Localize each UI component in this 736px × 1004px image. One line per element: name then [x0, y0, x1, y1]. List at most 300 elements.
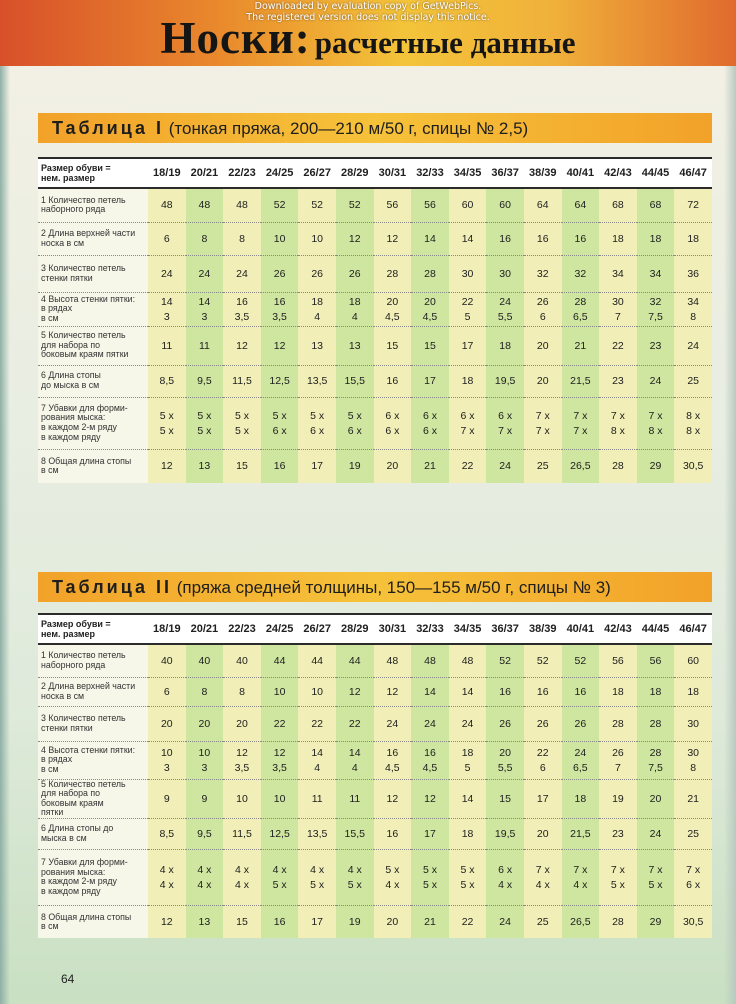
cell-value: 24	[236, 267, 248, 280]
cell-value: 18	[612, 685, 624, 698]
table-cell	[486, 706, 524, 741]
table-cell	[261, 706, 299, 741]
table-cell	[223, 255, 261, 292]
table-cell	[148, 818, 186, 849]
table-cell	[261, 188, 299, 222]
table-cell	[524, 255, 562, 292]
cell-value: 24	[424, 717, 436, 730]
row-label-line: 2 Длина верхней части	[41, 680, 136, 691]
cell-value: 6	[163, 232, 170, 245]
cell-value: 12	[348, 685, 361, 698]
table-cell	[674, 905, 712, 938]
table-cell	[374, 188, 412, 222]
cell-value: 24	[499, 916, 511, 929]
size-column-header: 38/39	[524, 614, 562, 644]
table-cell	[562, 255, 600, 292]
table-cell	[599, 677, 637, 706]
cell-value: 34	[687, 295, 699, 308]
cell-value: 34	[649, 267, 662, 280]
cell-value: 28	[424, 267, 436, 280]
cell-value: 13	[348, 339, 361, 352]
table-cell	[186, 706, 224, 741]
table-cell	[223, 741, 261, 779]
table-header-row	[38, 614, 712, 644]
table-cell	[486, 818, 524, 849]
table-cell	[223, 397, 261, 449]
table-cell	[449, 188, 487, 222]
size-column-header: 18/19	[148, 158, 186, 188]
row-label	[38, 706, 148, 741]
table-row	[38, 222, 712, 255]
cell-value: 23	[612, 827, 624, 840]
table-cell	[298, 644, 336, 677]
row-label-line: 1 Количество петель	[41, 650, 126, 661]
cell-value: 8	[201, 685, 208, 698]
cell-value: 16	[536, 685, 549, 698]
cell-value: 5 x	[159, 424, 174, 437]
watermark-line-1: Downloaded by evaluation copy of GetWebPics.	[254, 1, 482, 12]
cell-value: 52	[499, 654, 511, 667]
cell-value: 21	[687, 792, 699, 805]
cell-value: 11	[311, 792, 323, 805]
cell-value: 48	[424, 654, 436, 667]
table-cell	[223, 449, 261, 483]
row-label-line: 6 Длина стопы	[41, 370, 101, 381]
table-cell	[261, 741, 299, 779]
row-label-line: рования мыска:	[41, 866, 106, 877]
cell-value: 22	[461, 916, 474, 929]
cell-value: 6	[163, 685, 170, 698]
cell-value: 20	[536, 339, 549, 352]
cell-value: 6 x	[347, 424, 362, 437]
table-cell	[298, 222, 336, 255]
cell-value: 26	[612, 746, 624, 759]
table-cell	[148, 449, 186, 483]
table-cell	[148, 706, 186, 741]
table-cell	[524, 222, 562, 255]
row-label	[38, 397, 148, 449]
table-cell	[562, 222, 600, 255]
cell-value: 7 x	[535, 863, 550, 876]
cell-value: 5 x	[610, 878, 625, 891]
table-cell	[374, 706, 412, 741]
cell-value: 4 x	[573, 878, 588, 891]
cell-value: 26,5	[570, 460, 591, 473]
cell-value: 8,5	[159, 375, 175, 387]
table-cell	[261, 818, 299, 849]
table-cell	[449, 292, 487, 326]
cell-value: 30	[499, 267, 511, 280]
cell-value: 28	[612, 717, 624, 730]
table-cell	[674, 849, 712, 905]
cell-value: 52	[311, 199, 324, 212]
cell-value: 30	[612, 295, 624, 308]
table-cell	[298, 292, 336, 326]
row-label-line: в каждом 2-м ряду	[41, 876, 117, 887]
table-2	[38, 613, 712, 938]
cell-value: 5,5	[497, 310, 513, 323]
table-cell	[449, 677, 487, 706]
table-cell	[223, 905, 261, 938]
table-cell	[223, 706, 261, 741]
cell-value: 3,5	[272, 310, 287, 323]
size-column-header: 36/37	[486, 158, 524, 188]
table-cell	[148, 326, 186, 365]
table-cell	[186, 644, 224, 677]
table-cell	[674, 397, 712, 449]
cell-value: 10	[311, 232, 324, 245]
size-column-header: 40/41	[562, 614, 600, 644]
cell-value: 15	[424, 339, 436, 352]
table-cell	[637, 706, 675, 741]
table-row	[38, 644, 712, 677]
table-cell	[336, 644, 374, 677]
cell-value: 9,5	[197, 375, 212, 387]
table-cell	[449, 644, 487, 677]
table-cell	[637, 397, 675, 449]
cell-value: 8	[239, 232, 245, 245]
row-label-line: пятки	[41, 807, 64, 818]
row-label-line: рования мыска:	[41, 412, 106, 423]
row-label-line: мыска в см	[41, 832, 87, 843]
table-cell	[374, 397, 412, 449]
page-title-main: Носки:	[160, 13, 311, 63]
table-cell	[599, 397, 637, 449]
cell-value: 10	[273, 685, 286, 698]
table-cell	[186, 222, 224, 255]
cell-value: 14	[160, 295, 173, 308]
table-cell	[449, 741, 487, 779]
table-cell	[674, 644, 712, 677]
cell-value: 20	[386, 295, 399, 308]
cell-value: 11,5	[232, 375, 252, 387]
cell-value: 7 x	[686, 863, 701, 876]
cell-value: 9	[201, 792, 208, 805]
cell-value: 10	[160, 746, 173, 759]
table-cell	[223, 188, 261, 222]
table-cell	[298, 677, 336, 706]
row-label-line: 1 Количество петель	[41, 194, 126, 205]
table-cell	[298, 188, 336, 222]
cell-value: 16	[273, 295, 286, 308]
cell-value: 24	[649, 827, 662, 840]
cell-value: 6 x	[422, 424, 437, 437]
table-cell	[298, 849, 336, 905]
table-cell	[148, 741, 186, 779]
table-cell	[261, 292, 299, 326]
size-column-header: 32/33	[411, 158, 449, 188]
table-cell	[599, 644, 637, 677]
cell-value: 21,5	[570, 375, 591, 387]
cell-value: 4 x	[347, 863, 362, 876]
cell-value: 19	[612, 792, 624, 805]
table-cell	[148, 188, 186, 222]
table-cell	[486, 741, 524, 779]
cell-value: 16	[499, 232, 511, 245]
cell-value: 16	[273, 460, 286, 473]
table-cell	[524, 397, 562, 449]
cell-value: 25	[687, 375, 699, 387]
cell-value: 56	[649, 654, 662, 667]
row-label	[38, 741, 148, 779]
cell-value: 22	[461, 295, 474, 308]
table-cell	[223, 677, 261, 706]
table-cell	[411, 779, 449, 818]
table-cell	[223, 326, 261, 365]
table-cell	[148, 644, 186, 677]
table-cell	[599, 741, 637, 779]
table-cell	[637, 779, 675, 818]
row-label-line: носка в см	[41, 237, 85, 248]
row-label-line: 2 Длина верхней части	[41, 227, 136, 238]
table-cell	[374, 779, 412, 818]
table-cell	[186, 449, 224, 483]
table-cell	[449, 222, 487, 255]
cell-value: 8	[201, 232, 208, 245]
table-row	[38, 397, 712, 449]
cell-value: 16	[574, 232, 587, 245]
cell-value: 5 x	[234, 424, 249, 437]
size-column-header: 30/31	[374, 158, 412, 188]
table-cell	[261, 222, 299, 255]
table-cell	[674, 741, 712, 779]
table-cell	[374, 449, 412, 483]
cell-value: 52	[536, 654, 549, 667]
table-cell	[637, 292, 675, 326]
table-cell	[223, 818, 261, 849]
cell-value: 56	[386, 199, 399, 212]
cell-value: 40	[160, 654, 173, 667]
cell-value: 5 x	[460, 863, 475, 876]
cell-value: 15	[386, 339, 399, 352]
cell-value: 4 x	[272, 863, 287, 876]
cell-value: 8,5	[159, 827, 175, 840]
cell-value: 4 x	[234, 863, 249, 876]
cell-value: 26	[574, 717, 587, 730]
size-column-header: 36/37	[486, 614, 524, 644]
table-cell	[148, 255, 186, 292]
table-cell	[336, 779, 374, 818]
cell-value: 44	[348, 654, 361, 667]
cell-value: 26,5	[570, 916, 591, 929]
header-banner	[0, 0, 736, 66]
table-cell	[674, 188, 712, 222]
cell-value: 17	[536, 792, 549, 805]
row-label-line: в рядах	[41, 754, 73, 765]
cell-value: 48	[236, 199, 248, 212]
table-cell	[524, 188, 562, 222]
cell-value: 26	[311, 267, 324, 280]
table-cell	[562, 849, 600, 905]
table-cell	[261, 779, 299, 818]
table-cell	[298, 326, 336, 365]
cell-value: 19	[348, 460, 361, 473]
table-cell	[637, 849, 675, 905]
row-label-line: стенки пятки	[41, 722, 93, 733]
cell-value: 30	[687, 746, 699, 759]
cell-value: 20	[386, 460, 399, 473]
cell-value: 12	[386, 685, 399, 698]
table-cell	[411, 292, 449, 326]
table-cell	[599, 326, 637, 365]
row-label	[38, 849, 148, 905]
cell-value: 6,5	[573, 761, 588, 774]
table-cell	[486, 292, 524, 326]
table-cell	[411, 905, 449, 938]
cell-value: 11	[349, 792, 361, 805]
table-cell	[186, 779, 224, 818]
cell-value: 15,5	[344, 375, 365, 387]
table-cell	[298, 449, 336, 483]
table-cell	[524, 365, 562, 397]
cell-value: 48	[160, 199, 173, 212]
size-column-header: 24/25	[261, 614, 299, 644]
cell-value: 5 x	[159, 409, 174, 422]
cell-value: 28	[386, 267, 399, 280]
page-edge-shadow	[724, 0, 736, 1004]
table-cell	[336, 365, 374, 397]
table-cell	[524, 741, 562, 779]
table-cell	[261, 849, 299, 905]
table-cell	[374, 326, 412, 365]
table-cell	[599, 849, 637, 905]
cell-value: 12	[386, 792, 399, 805]
cell-value: 30,5	[682, 916, 704, 929]
page-title	[0, 12, 736, 64]
row-label-line: 3 Количество петель	[41, 262, 126, 273]
cell-value: 6	[539, 761, 546, 774]
cell-value: 19,5	[494, 375, 516, 387]
row-label	[38, 905, 148, 938]
cell-value: 4,5	[422, 310, 438, 323]
cell-value: 16	[386, 375, 399, 387]
cell-value: 4 x	[197, 863, 212, 876]
cell-value: 12,5	[269, 827, 290, 840]
cell-value: 34	[612, 267, 624, 280]
table-cell	[411, 677, 449, 706]
table-cell	[261, 449, 299, 483]
cell-value: 44	[311, 654, 324, 667]
size-column-header: 26/27	[298, 158, 336, 188]
cell-value: 3	[163, 310, 170, 323]
cell-value: 26	[536, 717, 549, 730]
cell-value: 48	[386, 654, 399, 667]
cell-value: 4	[351, 761, 358, 774]
size-column-header: 34/35	[449, 158, 487, 188]
cell-value: 6 x	[498, 863, 513, 876]
cell-value: 68	[649, 199, 662, 212]
size-column-header: 30/31	[374, 614, 412, 644]
cell-value: 18	[612, 232, 624, 245]
cell-value: 8	[690, 310, 697, 323]
table-cell	[562, 706, 600, 741]
cell-value: 24	[499, 460, 511, 473]
cell-value: 18	[649, 685, 662, 698]
table-cell	[298, 397, 336, 449]
table-cell	[637, 644, 675, 677]
table-cell	[148, 397, 186, 449]
table-cell	[449, 779, 487, 818]
cell-value: 13	[311, 339, 324, 352]
size-column-header: 24/25	[261, 158, 299, 188]
cell-value: 60	[687, 654, 699, 667]
size-header-label	[38, 158, 148, 188]
row-label	[38, 222, 148, 255]
table-1	[38, 157, 712, 483]
cell-value: 4 x	[234, 878, 249, 891]
cell-value: 10	[273, 232, 286, 245]
table-cell	[374, 222, 412, 255]
table-cell	[486, 779, 524, 818]
table-cell	[674, 449, 712, 483]
table-row	[38, 188, 712, 222]
table-cell	[599, 292, 637, 326]
cell-value: 16	[386, 827, 399, 840]
table-cell	[599, 779, 637, 818]
table-cell	[223, 365, 261, 397]
size-column-header: 22/23	[223, 614, 261, 644]
cell-value: 4,5	[422, 761, 438, 774]
cell-value: 4,5	[385, 761, 400, 774]
table-cell	[411, 849, 449, 905]
cell-value: 3,5	[272, 761, 287, 774]
table-cell	[637, 365, 675, 397]
table-cell	[336, 397, 374, 449]
cell-value: 4 x	[310, 863, 325, 876]
cell-value: 30	[461, 267, 474, 280]
cell-value: 28	[649, 717, 662, 730]
table-2-heading	[38, 572, 712, 602]
cell-value: 52	[574, 654, 587, 667]
cell-value: 7	[615, 310, 621, 323]
cell-value: 6	[539, 310, 546, 323]
table-cell	[374, 905, 412, 938]
watermark-line-2: The registered version does not display this notice.	[246, 12, 490, 23]
table-cell	[223, 222, 261, 255]
cell-value: 6 x	[498, 409, 513, 422]
table-cell	[298, 905, 336, 938]
cell-value: 72	[687, 199, 699, 212]
table-cell	[336, 222, 374, 255]
cell-value: 12	[160, 460, 173, 473]
row-label-line: для набора по	[41, 788, 101, 799]
table-cell	[374, 818, 412, 849]
cell-value: 29	[649, 916, 662, 929]
cell-value: 25	[536, 916, 549, 929]
table-row	[38, 706, 712, 741]
table-cell	[223, 292, 261, 326]
table-cell	[336, 449, 374, 483]
cell-value: 5 x	[234, 409, 249, 422]
cell-value: 7 x	[573, 424, 588, 437]
row-label-line: стенки пятки	[41, 272, 93, 283]
cell-value: 17	[424, 827, 436, 840]
table-cell	[637, 188, 675, 222]
table-cell	[524, 905, 562, 938]
size-column-header: 26/27	[298, 614, 336, 644]
cell-value: 56	[424, 199, 436, 212]
cell-value: 7 x	[610, 409, 625, 422]
cell-value: 24	[198, 267, 211, 280]
table-cell	[599, 188, 637, 222]
cell-value: 23	[649, 339, 662, 352]
table-cell	[261, 326, 299, 365]
table-cell	[261, 397, 299, 449]
cell-value: 24	[386, 717, 399, 730]
cell-value: 21	[424, 460, 436, 473]
table-cell	[562, 905, 600, 938]
size-column-header: 20/21	[186, 158, 224, 188]
